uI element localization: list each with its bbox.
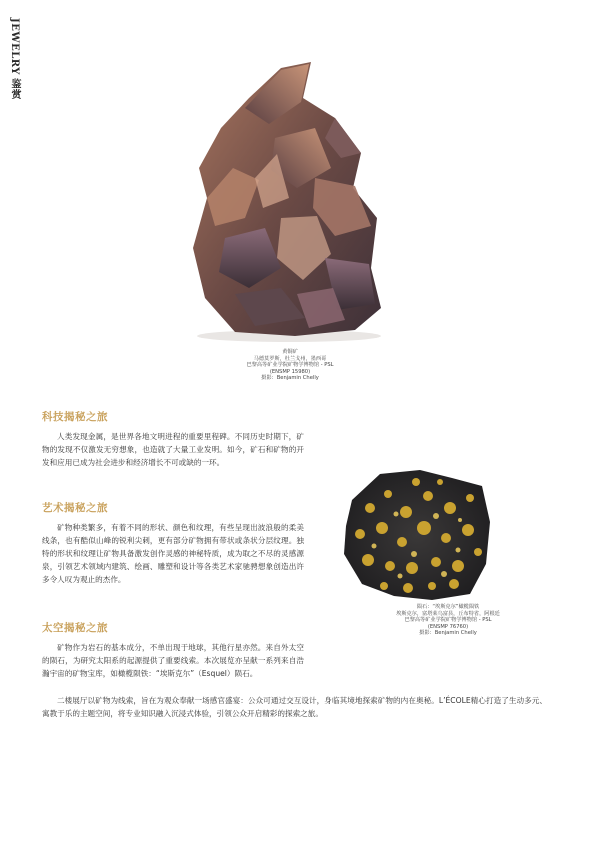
section-text-tech: 人类发现金属，是世界各地文明进程的重要里程碑。不同历史时期下，矿物的发现不仅激发无穷想象，也造就了大量工业发明。如今，矿石和矿物的开发和应用已成为社会进步和经济增长不可或缺的一环。	[42, 432, 304, 467]
caption-line: (ENSMP 15980)	[269, 368, 311, 375]
caption-meteorite	[348, 604, 548, 637]
side-label: JEWELRY 鉴赏	[9, 18, 20, 100]
caption-line: 陨石：“埃斯克尔”橄榄陨铁	[416, 604, 480, 610]
section-title-art: 艺术揭秘之旅	[42, 502, 108, 514]
chalcopyrite-image	[185, 58, 390, 343]
caption-line: 巴黎高等矿业学院矿物学博物馆 - PSL	[246, 362, 334, 369]
caption-line: 马德莫罗斯，杜兰戈州，墨西哥	[253, 355, 327, 362]
caption-chalcopyrite	[195, 349, 385, 382]
caption-line: 摄影：Benjamin Chelly	[419, 630, 477, 637]
section-text-art: 矿物种类繁多，有着不同的形状、颜色和纹理，有些呈现出波浪般的柔美线条，也有酷似山峰的锐利尖刺，更有部分矿物拥有带状或条状分层纹理。独特的形状和纹理让矿物具备激发创作灵感的神秘特质，成为取之不尽的灵感源泉，引领艺术领域内建筑、绘画、雕塑和设计等各类艺术家驰骋想象创造出许多令人叹为观止的杰作。	[42, 523, 304, 584]
section-title-tech: 科技揭秘之旅	[42, 411, 108, 423]
caption-line: 巴黎高等矿业学院矿物学博物馆 - PSL	[404, 617, 492, 624]
caption-line: 黄铜矿	[282, 349, 298, 355]
section-text-closing: 二楼展厅以矿物为线索，旨在为观众奉献一场感官盛宴：公众可通过交互设计，身临其境地探索矿物的内在奥秘。L’ÉCOLE精心打造了生动多元、寓教于乐的主题空间，将专业知识融入沉浸式体验，引领公众开启精彩的探索之旅。	[42, 696, 547, 718]
caption-line: 埃斯克尔，富塔莱乌富县，丘布特省，阿根廷	[396, 610, 500, 617]
section-text-space: 矿物作为岩石的基本成分，不单出现于地球，其他行星亦然。来自外太空的陨石，为研究太阳系的起源提供了重要线索。本次展览亦呈献一系列来自浩瀚宇宙的矿物宝库，如橄榄陨铁：“埃斯克尔”（Esquel）陨石。	[42, 643, 304, 678]
caption-line: 摄影：Benjamin Chelly	[261, 375, 319, 382]
section-title-space: 太空揭秘之旅	[42, 622, 108, 634]
meteorite-image	[340, 468, 492, 602]
caption-line: (ENSMP 76760)	[427, 623, 469, 630]
